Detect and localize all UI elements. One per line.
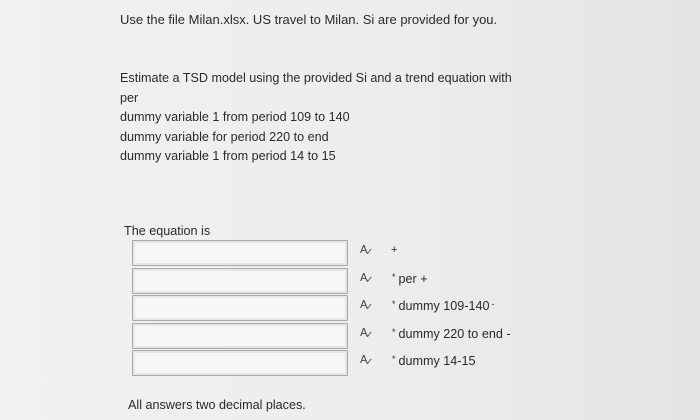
question-line: dummy variable 1 from period 14 to 15 [120, 149, 336, 163]
equation-row-dummy-109-140 [132, 295, 552, 323]
question-line: dummy variable for period 220 to end [120, 129, 329, 144]
term-label [392, 272, 428, 286]
term-text: dummy 14-15 [398, 354, 476, 368]
term-label: + [391, 244, 398, 256]
equation-row-dummy-14-15 [132, 350, 552, 378]
question-line: dummy variable 1 from period 109 to 140 [120, 110, 350, 124]
answer-box-intercept[interactable] [132, 240, 348, 266]
multiply-mark: * [392, 299, 396, 309]
answer-box-dummy-14-15[interactable] [132, 350, 348, 376]
answer-box-per[interactable] [132, 268, 348, 294]
term-label [392, 327, 511, 341]
question-line: per [120, 90, 139, 105]
sign-mark: - [491, 299, 495, 309]
term-label [392, 354, 476, 368]
intro-text: Use the file Milan.xlsx. US travel to Milan. Si are provided for you. [120, 12, 498, 27]
equation-row-intercept [132, 240, 552, 268]
footer-note: All answers two decimal places. [128, 398, 306, 412]
term-text: per + [398, 271, 428, 286]
equation-row-per [132, 268, 552, 296]
answer-input-dummy-220-end[interactable] [133, 324, 347, 348]
multiply-mark: * [392, 354, 396, 364]
term-text: dummy 109-140 [398, 299, 490, 313]
answer-input-dummy-109-140[interactable] [133, 296, 347, 320]
answer-input-per[interactable] [133, 269, 347, 293]
multiply-mark: * [392, 271, 396, 282]
equation-row-dummy-220-end [132, 323, 552, 351]
answer-box-dummy-220-end[interactable] [132, 323, 348, 349]
question-line: Estimate a TSD model using the provided Si and a trend equation with [120, 71, 512, 85]
spellcheck-icon[interactable]: A ✓ [360, 353, 374, 368]
term-text: dummy 220 to end - [398, 326, 511, 341]
spellcheck-icon[interactable]: A ✓ [360, 270, 374, 286]
equation-rows [132, 240, 552, 378]
question-text [120, 69, 560, 167]
multiply-mark: * [392, 326, 396, 337]
spellcheck-icon[interactable]: A ✓ [360, 325, 374, 341]
spellcheck-icon[interactable]: A ✓ [360, 243, 374, 258]
term-label [392, 299, 498, 313]
equation-label: The equation is [124, 224, 211, 238]
answer-input-dummy-14-15[interactable] [133, 351, 347, 375]
answer-box-dummy-109-140[interactable] [132, 295, 348, 321]
spellcheck-icon[interactable]: A ✓ [360, 298, 374, 313]
answer-input-intercept[interactable] [133, 241, 347, 265]
